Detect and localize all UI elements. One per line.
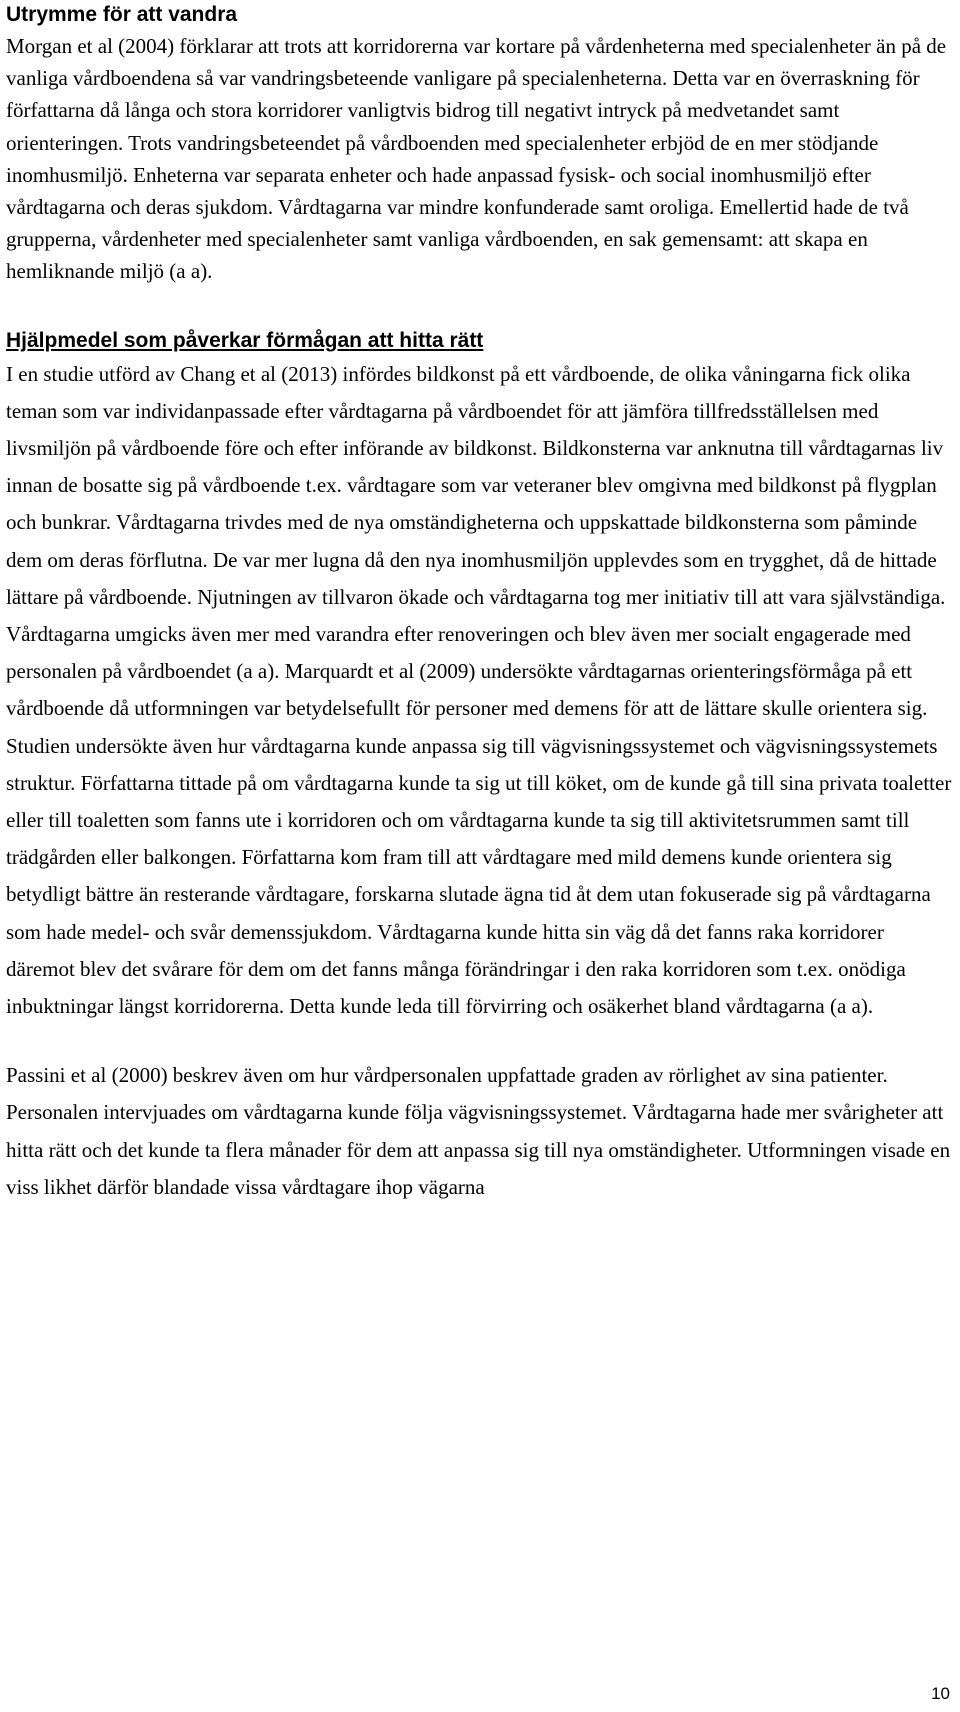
paragraph-passini: Passini et al (2000) beskrev även om hur vårdpersonalen uppfattade graden av rörlighet av sina patienter. Personalen intervjuades om vårdtagarna kunde följa vägvisningssystemet. Vårdtagarna hade mer svårigheter att hitta rätt och det kunde ta flera månader för dem att anpassa sig till nya omständigheter. Utformningen visade en viss likhet därför blandade vissa vårdtagare ihop vägarna [6, 1063, 951, 1199]
page-number: 10 [931, 1684, 950, 1703]
paragraph-morgan: Morgan et al (2004) förklarar att trots att korridorerna var kortare på vårdenheterna med specialenheter än på de vanliga vårdboendena så var vandringsbeteende vanligare på specialenheterna. Detta var en överraskning för författarna då långa och stora korridorer vanligtvis bidrog till negativt intryck på medvetandet samt orienteringen. Trots vandringsbeteendet på vårdboenden med specialenheter erbjöd de en mer stödjande inomhusmiljö. Enheterna var separata enheter och hade anpassad fysisk- och social inomhusmiljö efter vårdtagarna och deras sjukdom. Vårdtagarna var mindre konfunderade samt oroliga. Emellertid hade de två grupperna, vårdenheter med specialenheter samt vanliga vårdboenden, en sak gemensamt: att skapa en hemliknande miljö (a a). [6, 34, 947, 284]
section-heading-utrymme: Utrymme för att vandra [6, 3, 238, 26]
section-heading-hjalpmedel: Hjälpmedel som påverkar förmågan att hitta rätt [6, 328, 484, 352]
document-page [6, 0, 954, 1206]
paragraph-chang: I en studie utförd av Chang et al (2013) infördes bildkonst på ett vårdboende, de olika våningarna fick olika teman som var individanpassade efter vårdtagarna på vårdboendet för att jämföra tillfredsställelsen med livsmiljön på vårdboende före och efter införande av bildkonst. Bildkonsterna var anknutna till vårdtagarnas liv innan de bosatte sig på vårdboende t.ex. vårdtagare som var veteraner blev omgivna med bildkonst på flygplan och bunkrar. Vårdtagarna trivdes med de nya omständigheterna och uppskattade bildkonsterna som påminde dem om deras förflutna. De var mer lugna då den nya inomhusmiljön upplevdes som en trygghet, då de hittade lättare på vårdboende. Njutningen av tillvaron ökade och vårdtagarna tog mer initiativ till att vara självständiga. Vårdtagarna umgicks även mer med varandra efter renoveringen och blev även mer socialt engagerade med personalen på vårdboendet (a a). Marquardt et al (2009) undersökte vårdtagarnas orienteringsförmåga på ett vårdboende då utformningen var betydelsefullt för personer med demens för att de lättare skulle orientera sig. Studien undersökte även hur vårdtagarna kunde anpassa sig till vägvisningssystemet och vägvisningssystemets struktur. Författarna tittade på om vårdtagarna kunde ta sig ut till köket, om de kunde gå till sina privata toaletter eller till toaletten som fanns ute i korridoren och om vårdtagarna kunde ta sig till aktivitetsrummen samt till trädgården eller balkongen. Författarna kom fram till att vårdtagare med mild demens kunde orientera sig betydligt bättre än resterande vårdtagare, forskarna slutade ägna tid åt dem utan fokuserade sig på vårdtagarna som hade medel- och svår demenssjukdom. Vårdtagarna kunde hitta sin väg då det fanns raka korridorer däremot blev det svårare för dem om det fanns många förändringar i den raka korridoren som t.ex. onödiga inbuktningar längst korridorerna. Detta kunde leda till förvirring och osäkerhet bland vårdtagarna (a a). [6, 361, 952, 1019]
